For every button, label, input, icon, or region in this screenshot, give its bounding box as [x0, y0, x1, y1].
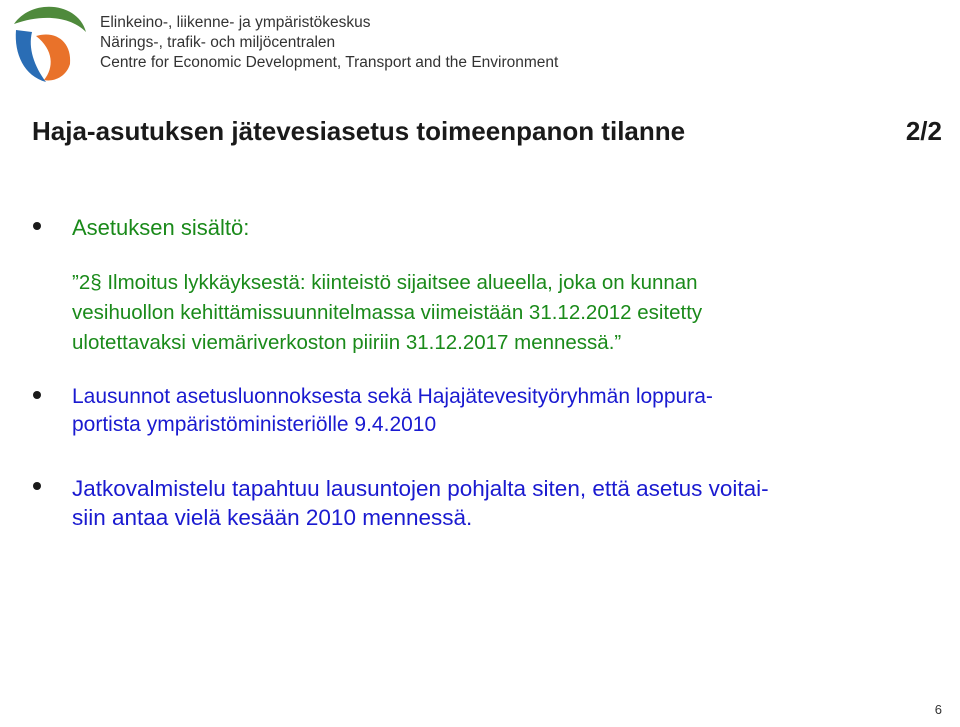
ely-logo-icon [6, 2, 88, 84]
organization-name [100, 13, 558, 73]
bullet-dot-icon [33, 391, 41, 399]
slide-number: 6 [934, 702, 942, 717]
org-name-sv: Närings-, trafik- och miljöcentralen [100, 34, 336, 51]
bullet-item-content [72, 215, 940, 358]
bullet-dot-icon [33, 222, 41, 230]
bullet-line: portista ympäristöministeriölle 9.4.2010 [72, 413, 437, 436]
org-name-fi: Elinkeino-, liikenne- ja ympäristökeskus [100, 14, 371, 31]
bullet-item-preparation [72, 474, 940, 532]
bullet-line: siin antaa vielä kesään 2010 mennessä. [72, 505, 473, 530]
bullet-line: Lausunnot asetusluonnoksesta sekä Hajajätevesityöryhmän loppura- [72, 385, 713, 408]
bullet-item-statements [72, 383, 940, 439]
bullet-line: Jatkovalmistelu tapahtuu lausuntojen pohjalta siten, että asetus voitai- [72, 476, 769, 501]
org-name-en: Centre for Economic Development, Transport and the Environment [100, 54, 559, 71]
quote-line: vesihuollon kehittämissuunnitelmassa viimeistään 31.12.2012 esitetty [72, 301, 703, 324]
quote-line: ”2§ Ilmoitus lykkäyksestä: kiinteistö sijaitsee alueella, joka on kunnan [72, 271, 698, 294]
slide-title: Haja-asutuksen jätevesiasetus toimeenpanon tilanne [32, 116, 686, 146]
bullet-dot-icon [33, 482, 41, 490]
slide-title-row [32, 116, 942, 147]
slide-page-indicator: 2/2 [905, 116, 942, 146]
bullet-heading: Asetuksen sisältö: [72, 215, 250, 240]
quote-line: ulotettavaksi viemäriverkoston piiriin 31.12.2017 mennessä.” [72, 331, 622, 354]
